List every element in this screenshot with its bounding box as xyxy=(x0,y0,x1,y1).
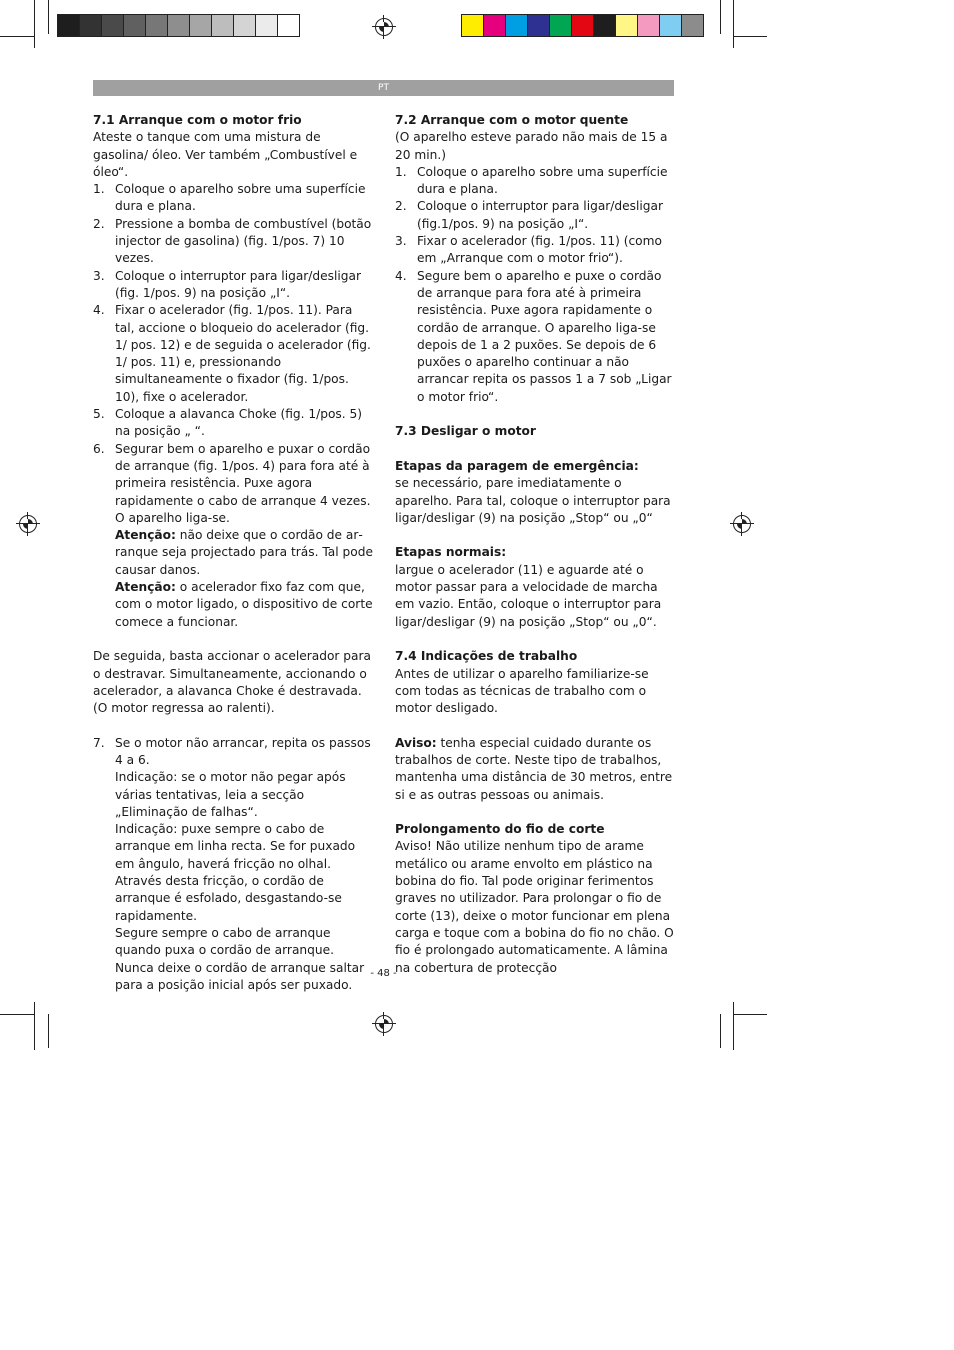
color-swatch xyxy=(79,14,102,37)
crop-mark xyxy=(733,0,734,48)
color-swatch xyxy=(57,14,80,37)
registration-mark-icon xyxy=(375,18,393,36)
normal-steps-text: largue o acelerador (11) e aguarde até o motor passar para a velocidade de marcha em vazio. Então, coloque o interruptor para ligar/desligar (9) na posição „Stop“ ou „0“. xyxy=(395,562,662,629)
color-swatch xyxy=(145,14,168,37)
warning-note: Atenção: o acelerador fixo faz com que, com o motor ligado, o dispositivo de corte comece a funcionar. xyxy=(115,580,373,629)
section-7-1-title: 7.1 Arranque com o motor frio xyxy=(93,113,302,127)
emergency-title: Etapas da paragem de emergência: xyxy=(395,458,639,473)
list-item: 6. Segurar bem o aparelho e puxar o cordão de arranque (fig. 1/pos. 4) para fora até à primeira resistência. Puxe agora rapidamente o cabo de arranque 4 vezes. O aparelho liga-se. xyxy=(93,441,371,525)
note: Segure sempre o cabo de arranque quando puxa o cordão de arranque. xyxy=(115,925,334,958)
list-item: 1. Coloque o aparelho sobre uma superfície dura e plana. xyxy=(93,182,366,214)
color-swatch xyxy=(549,14,572,37)
color-swatch xyxy=(593,14,616,37)
color-calibration-bar xyxy=(462,14,704,37)
list-item: 4. Fixar o acelerador (fig. 1/pos. 11). Para tal, accione o bloqueio do acelerador (fig. 1/ pos. 12) e de seguida o acelerador (fig. 1/ pos. 11) e, pressionando simultaneamente o fixador (fig. 1/pos. 10), fixe o acelerador. xyxy=(93,303,371,404)
gray-calibration-bar xyxy=(58,14,300,37)
registration-mark-icon xyxy=(375,1015,393,1033)
line-extension-text: Aviso! Não utilize nenhum tipo de arame metálico ou arame envolto em plástico na bobina do fio. Tal pode originar ferimentos graves no utilizador. Para prolongar o fio de corte (13), deixe o motor funcionar em plena carga e toque com a bobina do fio no chão. O fio é prolongado automaticamente. A lâmina na cobertura de protecção xyxy=(395,839,674,975)
section-7-3-title: 7.3 Desligar o motor xyxy=(395,424,536,439)
color-swatch xyxy=(527,14,550,37)
list-item: 5. Coloque a alavanca Choke (fig. 1/pos. 5) na posição „ “. xyxy=(93,407,363,439)
crop-mark xyxy=(48,0,49,34)
section-7-1-intro: Ateste o tanque com uma mistura de gasolina/ óleo. Ver também „Combustível e óleo“. xyxy=(93,130,358,179)
color-swatch xyxy=(483,14,506,37)
left-column xyxy=(93,112,373,994)
color-swatch xyxy=(211,14,234,37)
color-swatch xyxy=(255,14,278,37)
list-item: 7. Se o motor não arrancar, repita os passos 4 a 6. xyxy=(93,735,371,767)
crop-mark xyxy=(720,0,721,34)
color-swatch xyxy=(505,14,528,37)
list-item: 1. Coloque o aparelho sobre uma superfície dura e plana. xyxy=(395,164,668,197)
crop-mark xyxy=(733,36,767,37)
crop-mark xyxy=(0,1014,34,1015)
note: Indicação: puxe sempre o cabo de arranque em linha recta. Se for puxado em ângulo, haverá fricção no olhal. Através desta fricção, o cordão de arranque é esfolado, desgastando-se rapidamente. xyxy=(115,822,356,923)
right-column xyxy=(395,112,676,977)
warning-note: Atenção: não deixe que o cordão de arranque seja projectado para trás. Tal pode causar danos. xyxy=(115,528,373,577)
note: Nunca deixe o cordão de arranque saltar para a posição inicial após ser puxado. xyxy=(115,960,365,992)
list-item: 3. Coloque o interruptor para ligar/desligar (fig. 1/pos. 9) na posição „I“. xyxy=(93,268,361,300)
language-label: PT xyxy=(378,83,389,93)
section-7-4-title: 7.4 Indicações de trabalho xyxy=(395,649,578,664)
language-bar xyxy=(93,80,674,96)
section-7-4-text: Antes de utilizar o aparelho familiarize-se com todas as técnicas de trabalho com o motor desligado. xyxy=(395,666,649,716)
color-swatch xyxy=(167,14,190,37)
crop-mark xyxy=(34,0,35,48)
crop-mark xyxy=(733,1014,767,1015)
line-extension-title: Prolongamento do fio de corte xyxy=(395,822,605,837)
list-item: 2. Coloque o interruptor para ligar/desligar (fig.1/pos. 9) na posição „I“. xyxy=(395,199,663,231)
color-swatch xyxy=(615,14,638,37)
crop-mark xyxy=(34,1002,35,1050)
color-swatch xyxy=(101,14,124,37)
registration-mark-icon xyxy=(19,515,37,533)
color-swatch xyxy=(571,14,594,37)
page-number: - 48 - xyxy=(370,968,397,979)
section-7-2-intro: (O aparelho esteve parado não mais de 15 a 20 min.) xyxy=(395,130,668,162)
color-swatch xyxy=(637,14,660,37)
color-swatch xyxy=(189,14,212,37)
section-7-2-title: 7.2 Arranque com o motor quente xyxy=(395,113,629,127)
color-swatch xyxy=(277,14,300,37)
list-item: 3. Fixar o acelerador (fig. 1/pos. 11) (como em „Arranque com o motor frio“). xyxy=(395,234,662,266)
list-item: 4. Segure bem o aparelho e puxe o cordão de arranque para fora até à primeira resistência. Puxe agora rapidamente o cordão de arranque. O aparelho liga-se depois de 1 a 2 puxões. Se depois de 6 puxões o aparelho continuar a não arrancar repita os passos 1 a 7 sob „Ligar o motor frio“. xyxy=(395,268,672,404)
crop-mark xyxy=(733,1002,734,1050)
emergency-text: se necessário, pare imediatamente o aparelho. Para tal, coloque o interruptor para ligar/desligar (9) na posição „Stop“ ou „0“ xyxy=(395,476,671,525)
crop-mark xyxy=(720,1014,721,1048)
paragraph: De seguida, basta accionar o acelerador para o destravar. Simultaneamente, accionando o acelerador, a alavanca Choke é destravada. (O motor regressa ao ralenti). xyxy=(93,649,371,716)
color-swatch xyxy=(461,14,484,37)
crop-mark xyxy=(48,1014,49,1048)
color-swatch xyxy=(123,14,146,37)
color-swatch xyxy=(659,14,682,37)
normal-steps-title: Etapas normais: xyxy=(395,545,507,560)
list-item: 2. Pressione a bomba de combustível (botão injector de gasolina) (fig. 1/pos. 7) 10 vezes. xyxy=(93,216,372,266)
note: Indicação: se o motor não pegar após várias tentativas, leia a secção „Eliminação de falhas“. xyxy=(115,770,346,819)
color-swatch xyxy=(233,14,256,37)
color-swatch xyxy=(681,14,704,37)
registration-mark-icon xyxy=(733,515,751,533)
warning-paragraph: Aviso: tenha especial cuidado durante os trabalhos de corte. Neste tipo de trabalhos, mantenha uma distância de 30 metros, entre si e as outras pessoas ou animais. xyxy=(395,735,673,802)
crop-mark xyxy=(0,36,34,37)
